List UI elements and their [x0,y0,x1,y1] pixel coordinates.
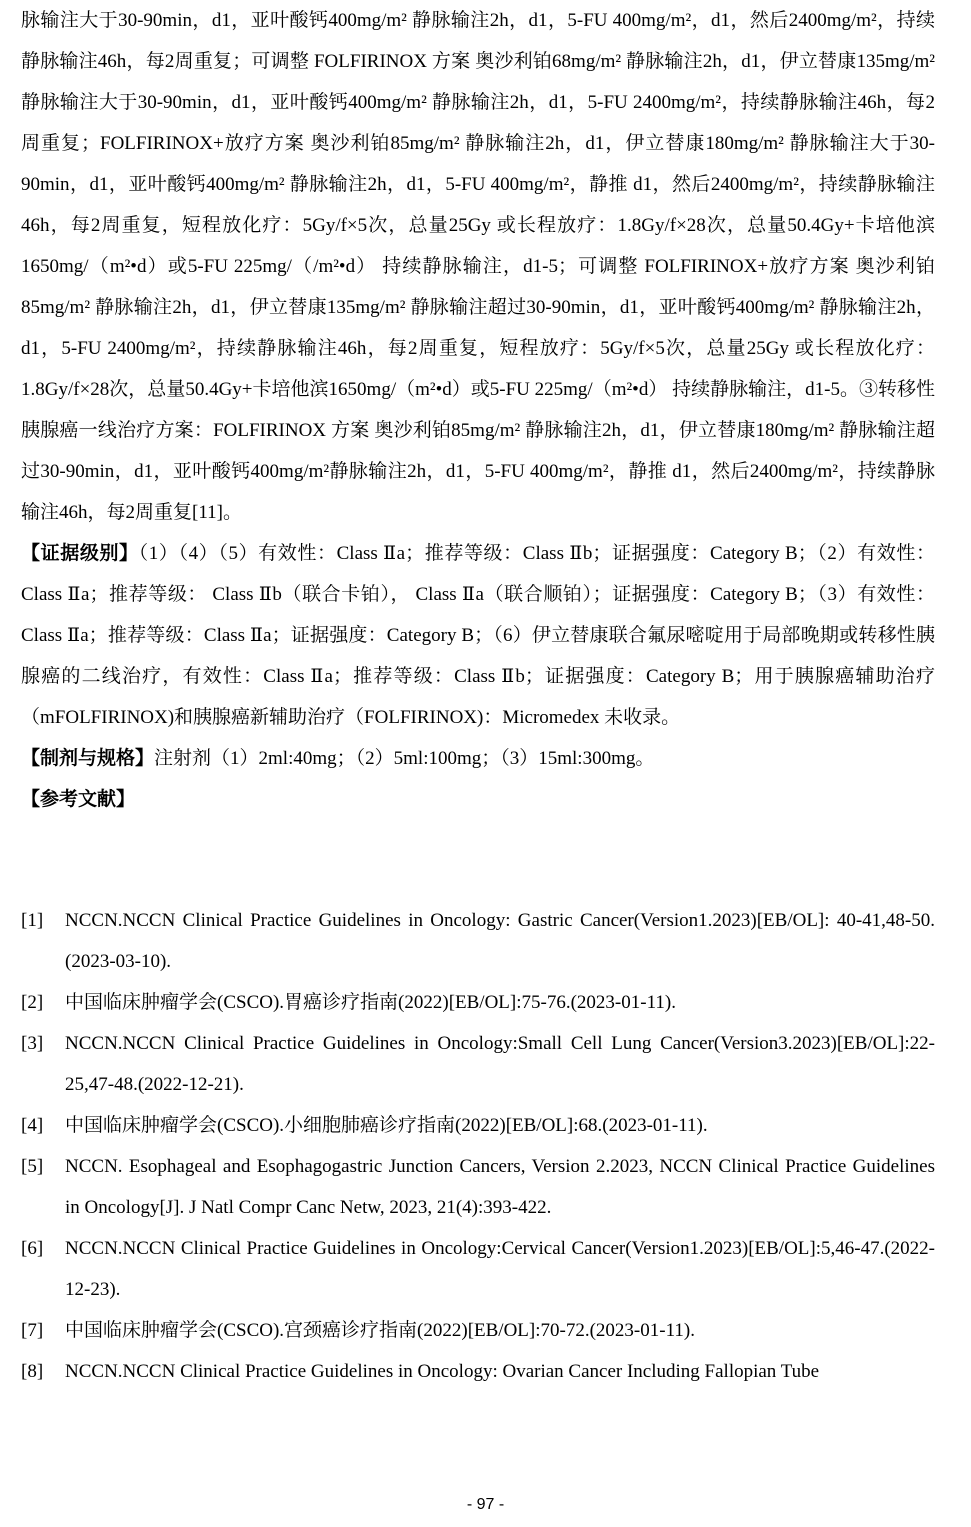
reference-number: [7] [21,1320,44,1341]
reference-item [21,982,935,1023]
reference-text: 中国临床肿瘤学会(CSCO).宫颈癌诊疗指南(2022)[EB/OL]:70-72.(2023-01-11). [65,1320,695,1341]
reference-text: NCCN.NCCN Clinical Practice Guidelines in Oncology: Ovarian Cancer Including Fallopian Tube [65,1361,820,1382]
reference-item [21,1105,935,1146]
reference-number: [3] [21,1033,44,1054]
reference-list [21,900,935,1392]
page-number: - 97 - [466,1496,505,1513]
evidence-text: （1）（4）（5）有效性：Class Ⅱa；推荐等级：Class Ⅱb；证据强度：Category B；（2）有效性：Class Ⅱa；推荐等级： Class Ⅱb（联合卡铂）， Class Ⅱa（联合顺铂）；证据强度：Category B；（3）有效性：Class Ⅱa；推荐等级：Class Ⅱa；证据强度：Category B；（6）伊立替康联合氟尿嘧啶用于局部晚期或转移性胰腺癌的二线治疗，有效性：Class Ⅱa；推荐等级：Class Ⅱb；证据强度：Category B；用于胰腺癌辅助治疗（mFOLFIRINOX)和胰腺癌新辅助治疗（FOLFIRINOX)：Micromedex 未收录。 [21,543,935,728]
reference-number: [4] [21,1115,44,1136]
reference-item [21,1146,935,1228]
reference-number: [1] [21,910,44,931]
reference-text: 中国临床肿瘤学会(CSCO).小细胞肺癌诊疗指南(2022)[EB/OL]:68.(2023-01-11). [65,1115,708,1136]
reference-number: [5] [21,1156,44,1177]
evidence-paragraph [21,533,935,738]
reference-text: 中国临床肿瘤学会(CSCO).胃癌诊疗指南(2022)[EB/OL]:75-76.(2023-01-11). [65,992,676,1013]
formulation-text: 注射剂（1）2ml:40mg；（2）5ml:100mg；（3）15ml:300mg。 [154,748,655,769]
formulation-paragraph [21,738,935,779]
reference-item [21,1023,935,1105]
reference-item [21,1351,935,1392]
reference-item [21,1228,935,1310]
evidence-heading: 【证据级别】 [21,543,139,564]
reference-text: NCCN. Esophageal and Esophagogastric Junction Cancers, Version 2.2023, NCCN Clinical Practice Guidelines in Oncology[J]. J Natl Compr Canc Netw, 2023, 21(4):393-422. [65,1156,935,1218]
reference-text: NCCN.NCCN Clinical Practice Guidelines in Oncology:Small Cell Lung Cancer(Version3.2023)[EB/OL]:22-25,47-48.(2022-12-21). [65,1033,935,1095]
reference-number: [8] [21,1361,44,1382]
continuation-paragraph: 脉输注大于30-90min，d1，亚叶酸钙400mg/m² 静脉输注2h，d1，5-FU 400mg/m²，d1，然后2400mg/m²，持续静脉输注46h，每2周重复；可调整 FOLFIRINOX 方案 奥沙利铂68mg/m² 静脉输注2h，d1，伊立替康135mg/m² 静脉输注大于30-90min，d1，亚叶酸钙400mg/m² 静脉输注2h，d1，5-FU 2400mg/m²，持续静脉输注46h，每2周重复；FOLFIRINOX+放疗方案 奥沙利铂85mg/m² 静脉输注2h，d1，伊立替康180mg/m² 静脉输注大于30-90min，d1，亚叶酸钙400mg/m² 静脉输注2h，d1，5-FU 400mg/m²，静推 d1，然后2400mg/m²，持续静脉输注46h，每2周重复，短程放化疗：5Gy/f×5次，总量25Gy 或长程放疗：1.8Gy/f×28次，总量50.4Gy+卡培他滨1650mg/（m²•d）或5-FU 225mg/（/m²•d） 持续静脉输注，d1-5；可调整 FOLFIRINOX+放疗方案 奥沙利铂85mg/m² 静脉输注2h，d1，伊立替康135mg/m² 静脉输注超过30-90min，d1，亚叶酸钙400mg/m² 静脉输注2h，d1，5-FU 2400mg/m²，持续静脉输注46h，每2周重复，短程放疗：5Gy/f×5次，总量25Gy 或长程放化疗：1.8Gy/f×28次，总量50.4Gy+卡培他滨1650mg/（m²•d）或5-FU 225mg/（m²•d） 持续静脉输注，d1-5。③转移性胰腺癌一线治疗方案：FOLFIRINOX 方案 奥沙利铂85mg/m² 静脉输注2h，d1，伊立替康180mg/m² 静脉输注超过30-90min，d1，亚叶酸钙400mg/m²静脉输注2h，d1，5-FU 400mg/m²，静推 d1，然后2400mg/m²，持续静脉输注46h，每2周重复[11]。 [21,10,935,523]
reference-text: NCCN.NCCN Clinical Practice Guidelines in Oncology:Cervical Cancer(Version1.2023)[EB/OL]:5,46-47.(2022-12-23). [65,1238,935,1300]
references-heading: 【参考文献】 [21,789,136,810]
reference-number: [2] [21,992,44,1013]
reference-item [21,1310,935,1351]
reference-text: NCCN.NCCN Clinical Practice Guidelines in Oncology: Gastric Cancer(Version1.2023)[EB/OL]: 40-41,48-50.(2023-03-10). [65,910,935,972]
reference-item [21,900,935,982]
reference-number: [6] [21,1238,44,1259]
body-text [21,0,935,820]
formulation-heading: 【制剂与规格】 [21,748,155,769]
